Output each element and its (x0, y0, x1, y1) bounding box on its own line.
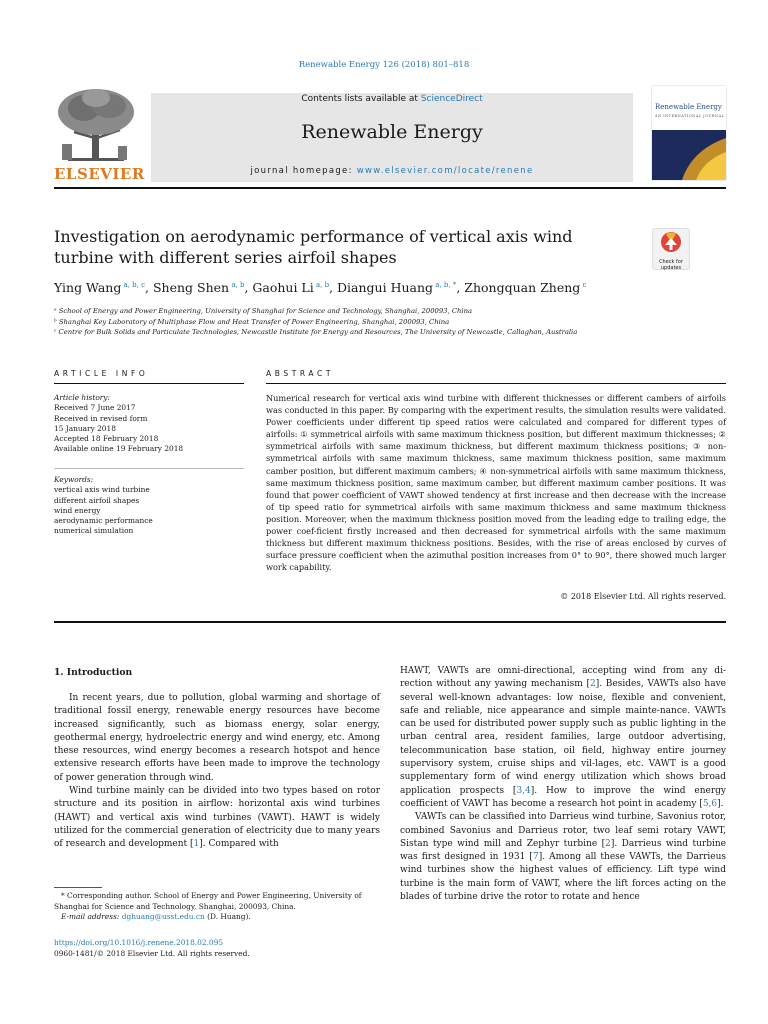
history-item: 15 January 2018 (54, 423, 116, 433)
header-rule (54, 187, 726, 189)
author-separator: , (456, 280, 465, 295)
author-affiliation-marks[interactable]: a, b (313, 280, 330, 289)
author-list (54, 280, 694, 295)
abstract-rule (266, 383, 726, 384)
contents-line (151, 94, 633, 104)
intro-paragraph (400, 665, 726, 811)
affiliation-a: ᵃ School of Energy and Power Engineering, University of Shanghai for Science and Technology, Shanghai, 200093, China (54, 307, 473, 315)
publisher-name: ELSEVIER (54, 165, 145, 183)
citation-ref[interactable]: 2 (589, 679, 596, 690)
homepage-prefix: journal homepage: (250, 166, 357, 176)
article-title: Investigation on aerodynamic performance of vertical axis wind turbine with different series airfoil shapes (54, 227, 573, 267)
check-for-updates-button[interactable] (652, 228, 690, 270)
text-run: VAWTs can be classified into Darrieus wind turbine, Savonius rotor, combined Savonius and Darrieus rotor, two leaf semi rotary VAWT, Sistan type wind mill and Zephyr turbine [ (400, 812, 726, 849)
intro-left-column (54, 692, 380, 852)
journal-name: Renewable Energy (301, 121, 483, 143)
author-separator: , (329, 280, 338, 295)
article-history (54, 393, 244, 455)
author-affiliation-marks[interactable]: a, b (229, 280, 245, 289)
abstract-copyright: © 2018 Elsevier Ltd. All rights reserved. (560, 592, 726, 601)
email-label: E-mail address: (61, 912, 122, 921)
text-run: HAWT, VAWTs are omni-directional, accepting wind from any di-rection without any yawing mechanism [ (400, 666, 726, 690)
keyword: vertical axis wind turbine (54, 485, 150, 495)
author-affiliation-marks[interactable]: a, b, c (121, 280, 146, 289)
abstract-text: Numerical research for vertical axis wind turbine with different thicknesses or different cambers of airfoils was conducted in this paper. By comparing with the experiment results, the simulation results were validated. Power coefficients under different tip speed ratios were calculated and compared for different types of airfoils: ① symmetrical airfoils with same maximum thickness position, but different maximum thicknesses; ② symmetrical airfoils with same maximum thickness, but different maximum thickness positions; ③ non-symmetrical airfoils with same maximum thickness, same maximum thickness position, same maximum camber position, but different maximum cambers; ④ non-symmetrical airfoils with same maximum thickness, same maximum thickness position, same maximum camber, but different maximum camber positions. It was found that power coefficient of VAWT showed tendency at first increase and then decrease with the increase of tip speed ratio for symmetrical airfoils with same maximum thickness and same maximum thickness position. Moreover, when the maximum thickness position moved from the leading edge to trailing edge, the power coef-ficient firstly increased and then decreased for symmetrical airfoils with the same maximum thickness but different maximum thickness positions. Besides, with the rise of areas enclosed by curves of surface pressure coefficient when the azimuthal position increases from 0° to 90°, there showed much larger work capability. (266, 393, 726, 573)
citation-ref[interactable]: 7 (532, 852, 539, 863)
citation-ref[interactable]: 2 (605, 838, 611, 849)
article-info-rule (54, 383, 244, 384)
cover-subtitle: AN INTERNATIONAL JOURNAL (655, 114, 725, 118)
crossmark-icon (653, 229, 689, 255)
keyword: different airfoil shapes (54, 495, 140, 505)
author-name[interactable]: Ying Wang (54, 280, 122, 295)
text-run: ]. (717, 798, 724, 809)
author-name[interactable]: Gaohui Li (252, 280, 314, 295)
history-item: Available online 19 February 2018 (54, 444, 184, 454)
text-run: ]. Besides, VAWTs also have several well-known advantages: low noise, flexible and convenient, safe and reliable, nice appearance and simple mainte-nance. VAWTs can be used for distributed power supply such as public lighting in the urban central area, resident families, large outdoor advertising, telecommunication base station, oil field, highway entire journey supervisory system, cruise ships and vil-lages, etc. VAWT is a good supplementary form of wind energy utilization which shows broad application prospects [ (400, 679, 726, 796)
author-separator: , (145, 280, 153, 295)
citation-link[interactable]: Renewable Energy 126 (2018) 801–818 (298, 60, 470, 70)
intro-right-column (400, 665, 726, 904)
cover-artwork (652, 130, 726, 180)
contents-prefix: Contents lists available at (301, 94, 421, 104)
author-name[interactable]: Zhongquan Zheng (464, 280, 581, 295)
keyword: numerical simulation (54, 526, 134, 536)
history-item: Received 7 June 2017 (54, 403, 136, 413)
history-label: Article history: (54, 393, 110, 402)
intro-paragraph (54, 785, 380, 851)
text-run: ]. Compared with (199, 839, 279, 850)
keyword: aerodynamic performance (54, 516, 153, 526)
history-item: Received in revised form (54, 413, 148, 423)
intro-paragraph (400, 811, 726, 904)
abstract-heading: ABSTRACT (266, 369, 335, 378)
homepage-line (151, 166, 633, 176)
journal-cover[interactable] (652, 86, 726, 180)
citation-ref[interactable]: 3,4 (516, 785, 531, 796)
footnote-rule (54, 887, 102, 888)
history-item: Accepted 18 February 2018 (54, 434, 159, 444)
keywords-label: Keywords: (54, 475, 94, 484)
email-line (54, 912, 380, 923)
doi-link[interactable]: https://doi.org/10.1016/j.renene.2018.02.095 (54, 938, 224, 947)
footnote (54, 891, 380, 923)
author-affiliation-marks[interactable]: c (580, 280, 587, 289)
citation-ref[interactable]: 1 (193, 839, 200, 850)
doi-block (54, 938, 380, 959)
keywords (54, 475, 244, 537)
citation-ref[interactable]: 5,6 (702, 798, 718, 809)
corresponding-author-note: * Corresponding author. School of Energy and Power Engineering, University of Shanghai for Science and Technology, Shanghai, 200093, China. (54, 891, 362, 911)
article-info-heading: ARTICLE INFO (54, 369, 149, 378)
affiliation-c: ᶜ Centre for Bulk Solids and Particulate Technologies, Newcastle Institute for Energy and Resources, The University of Newcastle, Callaghan, Australia (54, 328, 578, 336)
author-name[interactable]: Diangui Huang (337, 280, 434, 295)
text-run: Wind turbine mainly can be divided into two types based on rotor structure and its position in airflow: horizontal axis wind turbines (HAWT) and vertical axis wind turbines (VAWT). HAWT is widely utilized for the commercial generation of electricity due to many years of research and development [ (54, 786, 380, 850)
affiliation-b: ᵇ Shanghai Key Laboratory of Multiphase Flow and Heat Transfer of Power Engineering, Shanghai, 200093, China (54, 318, 450, 326)
author-affiliation-marks[interactable]: a, b, * (433, 280, 457, 289)
homepage-link[interactable]: www.elsevier.com/locate/renene (356, 166, 534, 176)
email-suffix: (D. Huang). (204, 912, 251, 921)
keyword: wind energy (54, 505, 101, 515)
issn-line: 0960-1481/© 2018 Elsevier Ltd. All rights reserved. (54, 948, 250, 958)
abstract-bottom-rule (54, 621, 726, 623)
introduction-heading: 1. Introduction (54, 667, 133, 678)
text-run: ]. Among all these VAWTs, the Darrieus wind turbines show the highest values of efficiency. Lift type wind turbine is the main form of VAWT, where the lift forces acting on the blades of turbine drive the rotor to rotate and hence (400, 852, 726, 903)
sciencedirect-link[interactable]: ScienceDirect (420, 94, 483, 104)
intro-paragraph: In recent years, due to pollution, global warming and shortage of traditional fossil energy, renewable energy resources have become increased significantly, such as biomass energy, solar energy, geothermal energy, hydroelectric energy and wind energy, etc. Among these resources, wind energy becomes a research hotspot and hence extensive research efforts have been made to improve the technology of power generation through wind. (54, 693, 380, 783)
author-name[interactable]: Sheng Shen (152, 280, 230, 295)
text-run: ]. How to improve the wind energy coefficient of VAWT has become a research hot point in academy [ (400, 785, 726, 809)
email-link[interactable]: dghuang@usst.edu.cn (121, 912, 205, 921)
author-separator: , (244, 280, 253, 295)
crossmark-label: Check for updates (659, 259, 683, 271)
text-run: ]. Darrieus wind turbine was first designed in 1931 [ (400, 838, 726, 863)
cover-title: Renewable Energy (655, 103, 722, 111)
keywords-rule (54, 468, 244, 469)
